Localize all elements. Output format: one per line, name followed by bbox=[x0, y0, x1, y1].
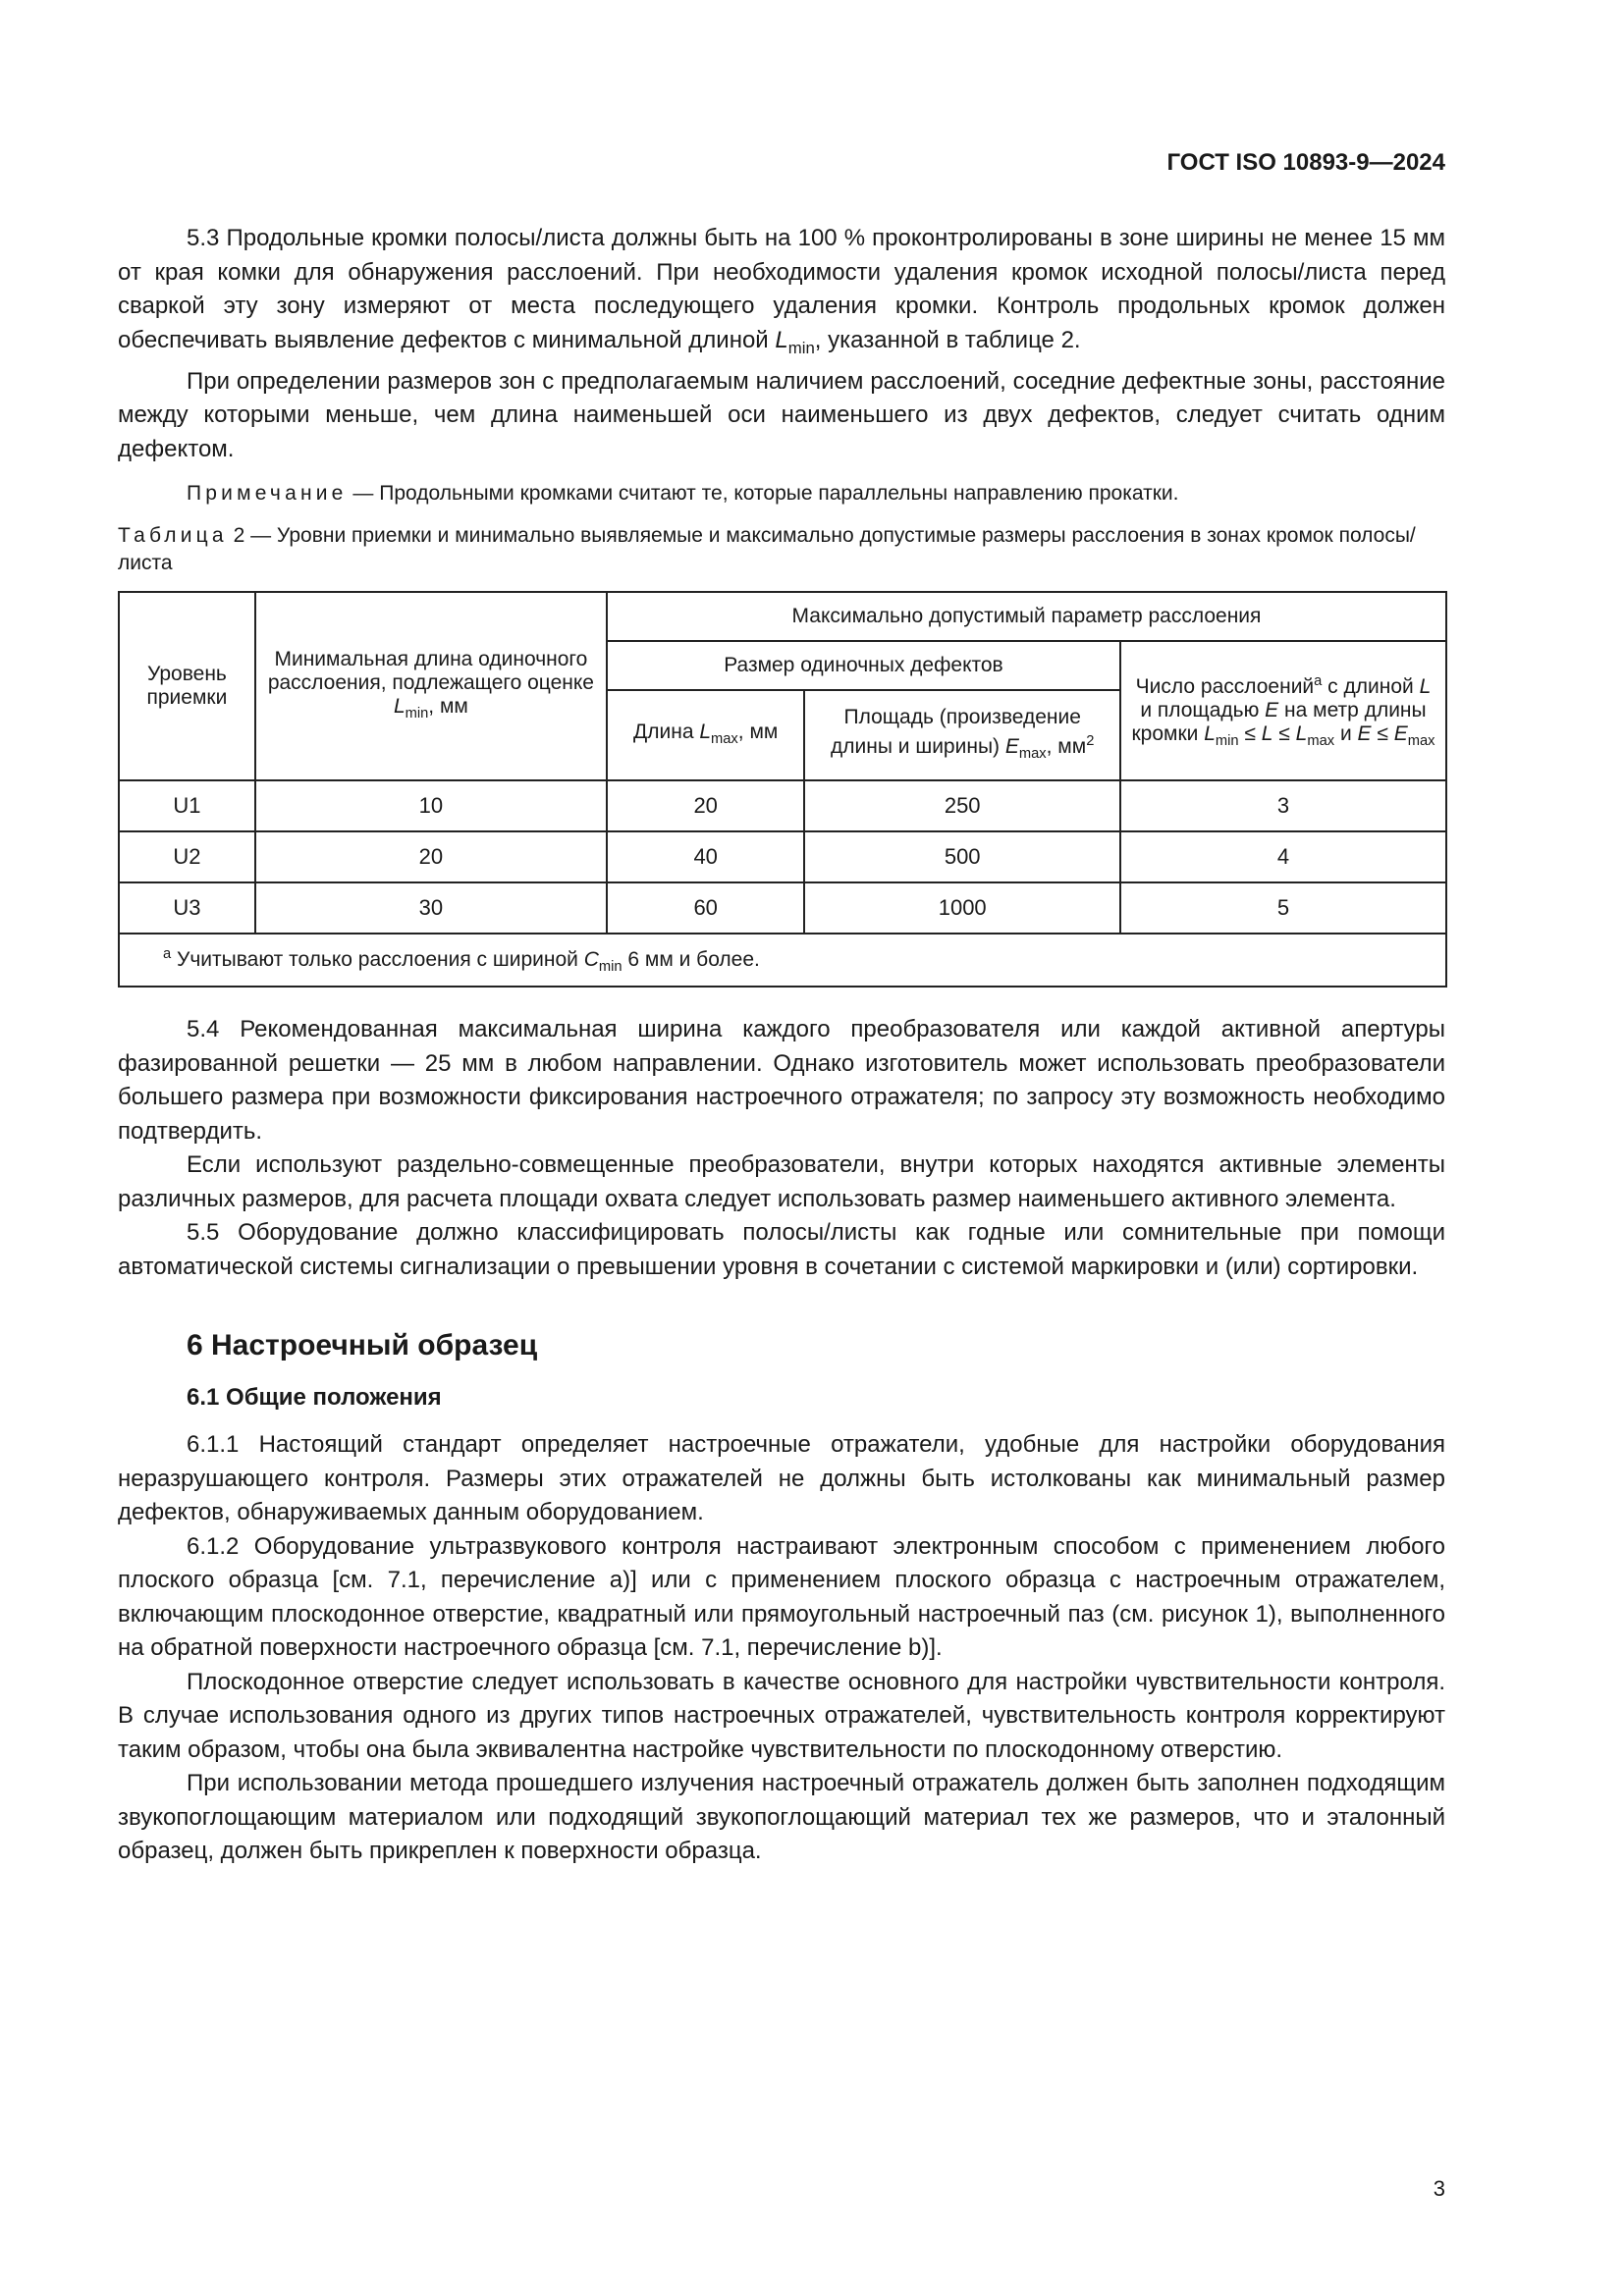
document-body bbox=[118, 222, 1445, 1869]
table-cell: 5 bbox=[1120, 882, 1446, 934]
table-cell: 3 bbox=[1120, 780, 1446, 831]
subscript: min bbox=[598, 958, 623, 975]
text-span: на метр длины кромки bbox=[1131, 698, 1427, 745]
text-span: и площадью bbox=[1140, 698, 1266, 721]
text-span: , мм bbox=[428, 694, 468, 718]
paragraph-5-3 bbox=[118, 222, 1445, 365]
section-6-title: 6 Настроечный образец bbox=[187, 1329, 538, 1362]
symbol-C: C bbox=[583, 947, 599, 971]
table-label: Таблица bbox=[118, 524, 228, 548]
table-cell: U2 bbox=[119, 831, 255, 882]
table-cell: 250 bbox=[804, 780, 1120, 831]
table-cell: 1000 bbox=[804, 882, 1120, 934]
text-span: , мм bbox=[1046, 734, 1087, 758]
text-span: Минимальная длина одиночного расслоения, подлежащего оценке bbox=[267, 647, 594, 694]
symbol-L: L bbox=[699, 720, 712, 743]
table-cell: U1 bbox=[119, 780, 255, 831]
subscript: min bbox=[1215, 732, 1239, 749]
symbol-L: L bbox=[393, 694, 406, 718]
text-span: с длиной bbox=[1322, 674, 1420, 698]
superscript: a bbox=[1314, 672, 1323, 689]
text-span: Число расслоений bbox=[1135, 674, 1315, 698]
header-max-param: Максимально допустимый параметр расслоения bbox=[607, 592, 1446, 641]
paragraph-6-1-1: 6.1.1 Настоящий стандарт определяет настроечные отражатели, удобные для настройки оборудования неразрушающего контроля. Размеры этих отражателей не должны быть истолкованы как минимальный размер дефектов, обнаруживаемых данным оборудованием. bbox=[118, 1431, 1445, 1526]
symbol-L: L bbox=[1295, 721, 1308, 745]
header-single-defects: Размер одиночных дефектов bbox=[607, 641, 1120, 690]
subscript: min bbox=[787, 338, 815, 357]
text-span: и bbox=[1334, 721, 1358, 745]
page-number: 3 bbox=[1433, 2176, 1445, 2201]
text-span: ≤ bbox=[1371, 721, 1394, 745]
table-cell: 4 bbox=[1120, 831, 1446, 882]
header-min-length bbox=[255, 592, 607, 780]
table-cell: 40 bbox=[607, 831, 804, 882]
symbol-E: E bbox=[1357, 721, 1372, 745]
table-cell: 20 bbox=[607, 780, 804, 831]
text-span: Длина bbox=[633, 720, 700, 743]
table-caption bbox=[118, 522, 1445, 577]
note-label: Примечание bbox=[187, 482, 348, 506]
table-row bbox=[119, 780, 1446, 831]
paragraph-6-1-2-c: При использовании метода прошедшего излучения настроечный отражатель должен быть заполнен подходящим звукопоглощающим материалом или подходящий звукопоглощающий материал тех же размеров, что и эталонный образец, должен быть прикреплен к поверхности образца. bbox=[118, 1770, 1445, 1865]
table-footnote bbox=[119, 934, 1446, 987]
text-span: Площадь (произведение длины и ширины) bbox=[831, 705, 1081, 758]
subscript: max bbox=[1407, 732, 1435, 749]
subscript: max bbox=[1307, 732, 1335, 749]
text-span: 6 мм и более. bbox=[622, 947, 760, 971]
paragraph-5-5: 5.5 Оборудование должно классифицировать полосы/листы как годные или сомнительные при помощи автоматической системы сигнализации о превышении уровня в сочетании с системой маркировки и (или) сортировки. bbox=[118, 1219, 1445, 1280]
symbol-E: E bbox=[1393, 721, 1408, 745]
table-cell: 20 bbox=[255, 831, 607, 882]
symbol-E: E bbox=[1265, 698, 1279, 721]
symbol-L: L bbox=[1261, 721, 1273, 745]
paragraph-6-1-2-b: Плоскодонное отверстие следует использовать в качестве основного для настройки чувствительности контроля. В случае использования одного из других типов настроечных отражателей, чувствительность контроля корректируют таким образом, чтобы она была эквивалентна настройке чувствительности по плоскодонному отверстию. bbox=[118, 1668, 1445, 1763]
superscript: a bbox=[163, 945, 172, 962]
text-span: ≤ bbox=[1272, 721, 1296, 745]
header-level: Уровень приемки bbox=[119, 592, 255, 780]
paragraph-5-4: 5.4 Рекомендованная максимальная ширина каждого преобразователя или каждой активной апертуры фазированной решетки — 25 мм в любом направлении. Однако изготовитель может использовать преобразователи большего размера при возможности фиксирования настроечного отражателя; по запросу эту возможность необходимо подтвердить. bbox=[118, 1016, 1445, 1145]
subscript: max bbox=[711, 730, 738, 747]
symbol-E: E bbox=[1004, 734, 1019, 758]
table-cell: 500 bbox=[804, 831, 1120, 882]
table-cell: 60 bbox=[607, 882, 804, 934]
text-span: , указанной в таблице 2. bbox=[814, 326, 1081, 353]
note-text: — Продольными кромками считают те, которые параллельны направлению прокатки. bbox=[347, 482, 1179, 506]
superscript: 2 bbox=[1086, 732, 1095, 749]
table-row bbox=[119, 831, 1446, 882]
table-cell: 10 bbox=[255, 780, 607, 831]
header-count bbox=[1120, 641, 1446, 780]
paragraph-6-1-2: 6.1.2 Оборудование ультразвукового контроля настраивают электронным способом с применением любого плоского образца [см. 7.1, перечисление a)] или с применением плоского образца с настроечным отражателем, включающим плоскодонное отверстие, квадратный или прямоугольный настроечный паз (см. рисунок 1), выполненного на обратной поверхности настроечного образца [см. 7.1, перечисление b)]. bbox=[118, 1532, 1445, 1662]
table-caption-text: 2 — Уровни приемки и минимально выявляемые и максимально допустимые размеры расслоения в зонах кромок полосы/листа bbox=[118, 524, 1416, 575]
subscript: max bbox=[1018, 745, 1047, 762]
text-span: 5.3 Продольные кромки полосы/листа должны быть на 100 % проконтролированы в зоне ширины не менее 15 мм от края комки для обнаружения расслоений. При необходимости удаления кромок исходной полосы/листа перед сваркой эту зону измеряют от места последующего удаления кромки. Контроль продольных кромок должен обеспечивать выявление дефектов с минимальной длиной bbox=[118, 225, 1445, 353]
paragraph-5-3-2: При определении размеров зон с предполагаемым наличием расслоений, соседние дефектные зоны, расстояние между которыми меньше, чем длина наименьшей оси наименьшего из двух дефектов, следует считать одним дефектом. bbox=[118, 367, 1445, 462]
symbol-L: L bbox=[1419, 674, 1432, 698]
table-2 bbox=[118, 591, 1447, 988]
header-length-max bbox=[607, 690, 804, 780]
text-span: Учитывают только расслоения с шириной bbox=[171, 947, 584, 971]
subscript: min bbox=[405, 705, 429, 721]
table-cell: U3 bbox=[119, 882, 255, 934]
paragraph-5-4-2: Если используют раздельно-совмещенные преобразователи, внутри которых находятся активные элементы различных размеров, для расчета площади охвата следует использовать размер наименьшего активного элемента. bbox=[118, 1151, 1445, 1212]
table-row bbox=[119, 882, 1446, 934]
header-area-max bbox=[804, 690, 1120, 780]
symbol-L: L bbox=[1204, 721, 1216, 745]
section-6-1-title: 6.1 Общие положения bbox=[187, 1384, 442, 1412]
text-span: , мм bbox=[737, 720, 779, 743]
symbol-L: L bbox=[775, 326, 788, 353]
text-span: ≤ bbox=[1238, 721, 1262, 745]
note bbox=[118, 479, 1445, 508]
standard-header: ГОСТ ISO 10893-9—2024 bbox=[1166, 149, 1445, 176]
table-cell: 30 bbox=[255, 882, 607, 934]
